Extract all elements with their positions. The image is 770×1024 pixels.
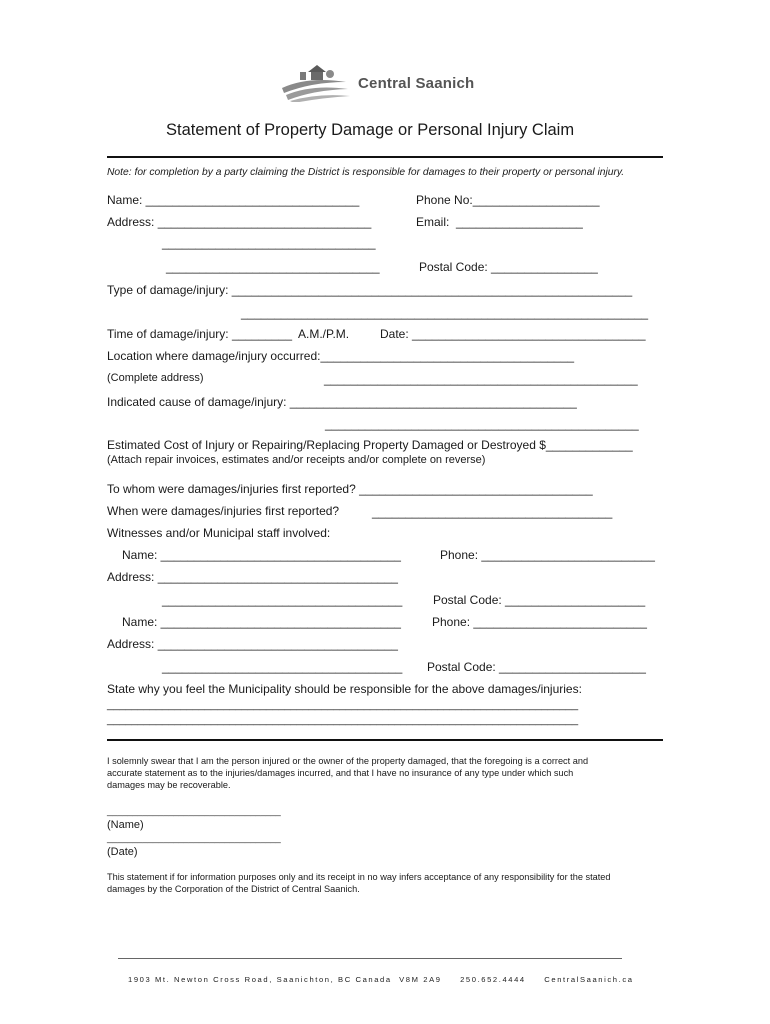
postal-code-field[interactable]: Postal Code: ________________ <box>419 260 598 274</box>
witness-2-address-line-2[interactable]: ____________________________________ <box>162 660 403 674</box>
responsibility-line-2[interactable]: _____________________________________________________________________________ <box>107 714 579 726</box>
logo <box>278 62 475 116</box>
first-reported-when-label: When were damages/injuries first reported? <box>107 504 340 518</box>
address-line-3[interactable]: ________________________________ <box>166 260 380 274</box>
complete-address-label: (Complete address) <box>107 372 204 384</box>
type-of-damage-field[interactable]: Type of damage/injury: ____________________________________________________________ <box>107 283 633 297</box>
cause-field[interactable]: Indicated cause of damage/injury: ___________________________________________ <box>107 395 577 409</box>
first-reported-to-field[interactable]: To whom were damages/injuries first reported? ___________________________________ <box>107 482 593 496</box>
address-line-2[interactable]: ________________________________ <box>162 236 376 250</box>
declaration-line-3: damages may be recoverable. <box>107 780 231 790</box>
type-of-damage-line-2[interactable]: _____________________________________________________________ <box>241 306 649 320</box>
page-title: Statement of Property Damage or Personal Injury Claim <box>166 121 575 139</box>
central-saanich-logo-icon <box>278 62 352 102</box>
responsibility-line-1[interactable]: _____________________________________________________________________________ <box>107 699 579 711</box>
date-field[interactable]: Date: ___________________________________ <box>380 327 646 341</box>
declaration-divider <box>107 739 663 741</box>
disclaimer-line-1: This statement if for information purposes only and its receipt in no way infers acceptance of any responsibility for the stated <box>107 872 611 882</box>
cause-line-2[interactable]: _______________________________________________ <box>325 417 639 431</box>
declaration-line-1: I solemnly swear that I am the person injured or the owner of the property damaged, that the foregoing is a correct and <box>107 756 589 766</box>
disclaimer-line-2: damages by the Corporation of the District of Central Saanich. <box>107 884 360 894</box>
witness-1-phone-field[interactable]: Phone: __________________________ <box>440 548 655 562</box>
witnesses-heading: Witnesses and/or Municipal staff involved: <box>107 526 331 540</box>
note: Note: for completion by a party claiming the District is responsible for damages to their property or personal injury. <box>107 167 625 178</box>
declaration-line-2: accurate statement as to the injuries/damages incurred, and that I have no insurance of any type under which such <box>107 768 574 778</box>
logo-text: Central Saanich <box>358 75 475 92</box>
name-field[interactable]: Name: ________________________________ <box>107 193 360 207</box>
estimated-cost-field[interactable]: Estimated Cost of Injury or Repairing/Replacing Property Damaged or Destroyed $_____________ <box>107 438 633 452</box>
responsibility-question: State why you feel the Municipality should be responsible for the above damages/injuries: <box>107 682 582 696</box>
location-field[interactable]: Location where damage/injury occurred:______________________________________ <box>107 349 575 363</box>
signature-name-line[interactable]: __________________________________ <box>107 806 281 816</box>
attach-note: (Attach repair invoices, estimates and/or receipts and/or complete on reverse) <box>107 454 486 466</box>
first-reported-when-field[interactable]: ____________________________________ <box>372 505 613 519</box>
witness-1-name-field[interactable]: Name: ____________________________________ <box>122 548 401 562</box>
footer-address: 1903 Mt. Newton Cross Road, Saanichton, BC Canada V8M 2A9 250.652.4444 CentralSaanich.ca <box>128 975 634 984</box>
witness-1-postal-field[interactable]: Postal Code: _____________________ <box>433 593 646 607</box>
signature-date-label: (Date) <box>107 846 138 858</box>
witness-2-postal-field[interactable]: Postal Code: ______________________ <box>427 660 646 674</box>
witness-1-address-line-2[interactable]: ____________________________________ <box>162 593 403 607</box>
witness-1-address-field[interactable]: Address: ____________________________________ <box>107 570 398 584</box>
time-of-damage-field[interactable]: Time of damage/injury: _________ A.M./P.M. <box>107 327 350 341</box>
address-field[interactable]: Address: ________________________________ <box>107 215 372 229</box>
title-divider <box>107 156 663 158</box>
witness-2-address-field[interactable]: Address: ____________________________________ <box>107 637 398 651</box>
witness-2-phone-field[interactable]: Phone: __________________________ <box>432 615 647 629</box>
witness-2-name-field[interactable]: Name: ____________________________________ <box>122 615 401 629</box>
footer-divider <box>118 958 622 959</box>
signature-date-line[interactable]: __________________________________ <box>107 833 281 843</box>
location-line-2[interactable]: _______________________________________________ <box>324 372 638 386</box>
signature-name-label: (Name) <box>107 819 144 831</box>
email-field[interactable]: Email: ___________________ <box>416 215 583 229</box>
phone-field[interactable]: Phone No:___________________ <box>416 193 600 207</box>
